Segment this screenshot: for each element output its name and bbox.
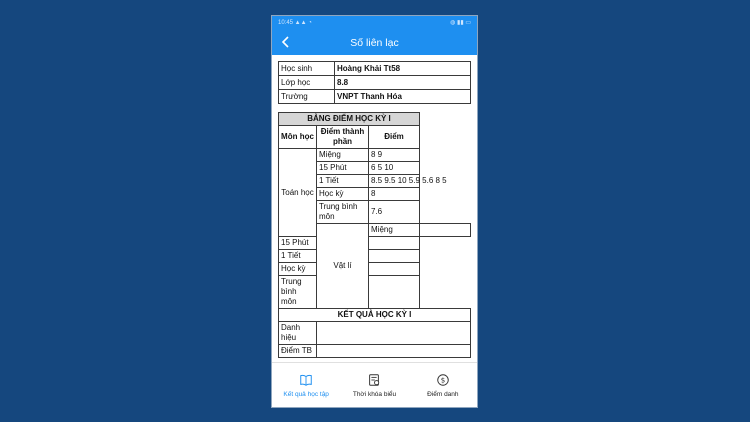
table-row: [279, 250, 471, 263]
score-value: [369, 263, 420, 276]
nav-label: Thời khóa biểu: [352, 390, 397, 398]
status-bar: [272, 16, 477, 30]
schedule-icon: [367, 373, 381, 387]
results-table: [278, 308, 471, 358]
score-value: [369, 237, 420, 250]
info-label: Lớp học: [279, 76, 335, 90]
info-value: VNPT Thanh Hóa: [335, 90, 471, 104]
info-label: Trường: [279, 90, 335, 104]
nav-label: Kết quả học tập: [283, 390, 329, 398]
report-content[interactable]: [272, 55, 477, 363]
svg-text:$: $: [440, 376, 446, 385]
info-row-class: [279, 76, 471, 90]
col-component-header: Điểm thành phần: [317, 126, 369, 149]
back-arrow-icon[interactable]: [278, 34, 294, 50]
component-label: Trung bình môn: [317, 201, 369, 224]
info-row-school: [279, 90, 471, 104]
score-value: [369, 250, 420, 263]
book-icon: [299, 373, 313, 387]
result-value: [317, 345, 471, 358]
result-label: Điểm TB: [279, 345, 317, 358]
table-row: [279, 237, 471, 250]
subject-name: Vật lí: [317, 224, 369, 309]
bottom-nav: [272, 362, 477, 407]
subject-name: Toán học: [279, 149, 317, 237]
table-row: [279, 276, 471, 309]
nav-label: Điểm danh: [427, 390, 459, 398]
score-value: [420, 224, 471, 237]
table-row: [279, 345, 471, 358]
coin-icon: [436, 373, 450, 387]
info-value: 8.8: [335, 76, 471, 90]
score-value: [369, 276, 420, 309]
info-row-student: [279, 62, 471, 76]
component-label: Miệng: [369, 224, 420, 237]
component-label: 15 Phút: [317, 162, 369, 175]
page-title: Số liên lạc: [350, 36, 399, 49]
component-label: Học kỳ: [317, 188, 369, 201]
table-row: [279, 149, 471, 162]
nav-item-attendance[interactable]: [409, 363, 477, 407]
status-left: 10:45 ▲▲ ◔: [278, 20, 312, 26]
grades-title: BẢNG ĐIỂM HỌC KỲ I: [279, 113, 420, 126]
col-score-header: Điểm: [369, 126, 420, 149]
nav-item-results[interactable]: [272, 363, 340, 407]
result-label: Danh hiệu: [279, 322, 317, 345]
app-bar: [272, 30, 477, 55]
status-right: ◍ ▮▮ ▭: [450, 20, 471, 26]
result-value: [317, 322, 471, 345]
info-value: Hoàng Khải Tt58: [335, 62, 471, 76]
phone-frame: [271, 15, 478, 408]
score-value: 8.5 9.5 10 5.9 5.6 8 5: [369, 175, 420, 188]
grades-table: [278, 112, 471, 309]
table-row: [279, 322, 471, 345]
component-label: Học kỳ: [279, 263, 317, 276]
component-label: Miệng: [317, 149, 369, 162]
component-label: 1 Tiết: [317, 175, 369, 188]
score-value: 7.6: [369, 201, 420, 224]
nav-item-timetable[interactable]: [340, 363, 408, 407]
col-subject-header: Môn học: [279, 126, 317, 149]
score-value: 8: [369, 188, 420, 201]
score-value: 8 9: [369, 149, 420, 162]
student-info-table: [278, 61, 471, 104]
info-label: Học sinh: [279, 62, 335, 76]
component-label: 15 Phút: [279, 237, 317, 250]
component-label: Trung bình môn: [279, 276, 317, 309]
component-label: 1 Tiết: [279, 250, 317, 263]
score-value: 6 5 10: [369, 162, 420, 175]
table-row: [279, 263, 471, 276]
results-title: KẾT QUẢ HỌC KỲ I: [279, 309, 471, 322]
